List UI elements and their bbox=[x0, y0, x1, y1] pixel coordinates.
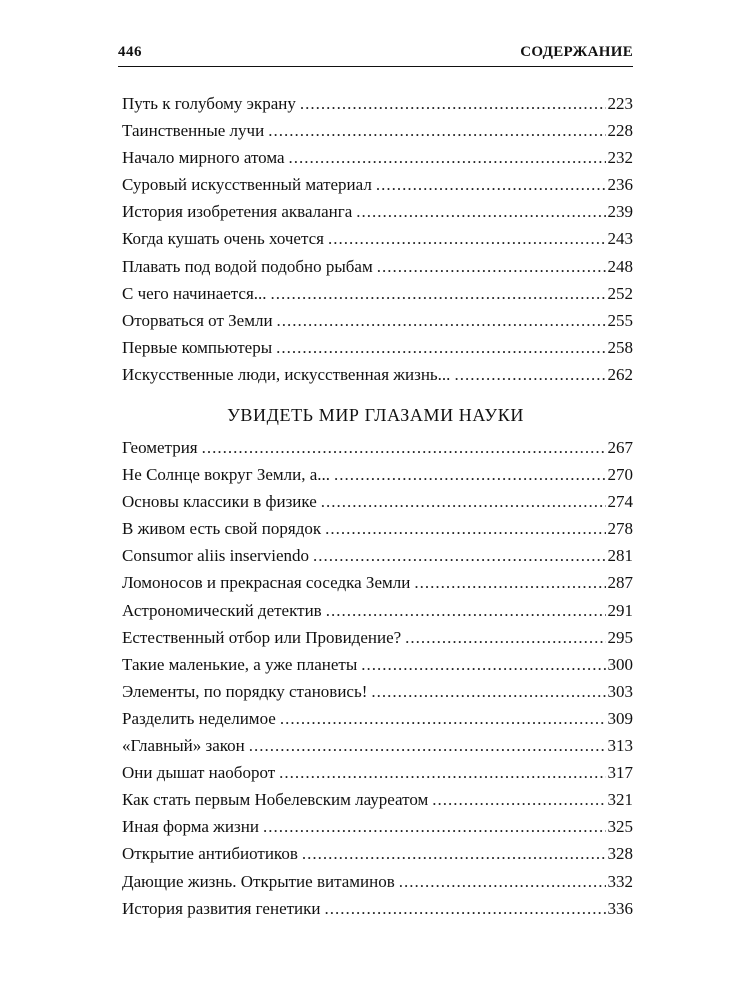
toc-entry-page: 300 bbox=[607, 654, 633, 674]
toc-entry-title: «Главный» закон bbox=[122, 736, 245, 756]
header-rule bbox=[118, 66, 633, 67]
toc-entry-page: 317 bbox=[607, 763, 633, 783]
toc-entry bbox=[122, 759, 633, 786]
toc-dot-leader bbox=[289, 144, 606, 171]
toc-dot-leader bbox=[280, 705, 606, 732]
toc-entry bbox=[122, 678, 633, 705]
toc-dot-leader bbox=[328, 225, 606, 252]
toc-entry bbox=[122, 732, 633, 759]
toc-entry-page: 232 bbox=[607, 148, 633, 168]
toc-entry bbox=[122, 117, 633, 144]
toc-entry-page: 258 bbox=[607, 337, 633, 357]
running-head: СОДЕРЖАНИЕ bbox=[520, 44, 633, 60]
toc-entry bbox=[122, 488, 633, 515]
toc-dot-leader bbox=[279, 759, 605, 786]
toc-entry bbox=[122, 144, 633, 171]
toc-entry-page: 255 bbox=[607, 310, 633, 330]
toc-entry-page: 262 bbox=[607, 364, 633, 384]
toc-entry bbox=[122, 198, 633, 225]
toc-entry-title: С чего начинается... bbox=[122, 283, 267, 303]
toc-entry-page: 287 bbox=[607, 573, 633, 593]
toc-entry-title: Открытие антибиотиков bbox=[122, 844, 298, 864]
toc-entry-page: 278 bbox=[607, 519, 633, 539]
toc-dot-leader bbox=[414, 569, 605, 596]
toc-dot-leader bbox=[313, 542, 606, 569]
toc-dot-leader bbox=[405, 624, 605, 651]
toc-entry bbox=[122, 171, 633, 198]
toc-dot-leader bbox=[325, 895, 606, 922]
toc-entry-title: Плавать под водой подобно рыбам bbox=[122, 256, 373, 276]
toc-entry-page: 313 bbox=[607, 736, 633, 756]
toc-dot-leader bbox=[361, 651, 605, 678]
toc-dot-leader bbox=[276, 334, 605, 361]
toc-entry-title: Путь к голубому экрану bbox=[122, 94, 296, 113]
toc-dot-leader bbox=[302, 840, 606, 867]
toc-entry-page: 328 bbox=[607, 844, 633, 864]
toc-dot-leader bbox=[249, 732, 606, 759]
toc-entry bbox=[122, 515, 633, 542]
toc-entry-title: Таинственные лучи bbox=[122, 121, 265, 141]
toc-dot-leader bbox=[300, 90, 606, 117]
toc-dot-leader bbox=[277, 307, 606, 334]
toc-entry-page: 223 bbox=[607, 94, 633, 113]
toc-entry-title: Ломоносов и прекрасная соседка Земли bbox=[122, 573, 411, 593]
toc-entry bbox=[122, 786, 633, 813]
toc-entry-title: Геометрия bbox=[122, 438, 198, 457]
toc-entry-page: 252 bbox=[607, 283, 633, 303]
toc-entry bbox=[122, 868, 633, 895]
toc-entry-title: Оторваться от Земли bbox=[122, 310, 273, 330]
toc-entry-title: Consumor aliis inserviendo bbox=[122, 546, 309, 566]
toc-entry-page: 309 bbox=[607, 708, 633, 728]
toc-entry bbox=[122, 624, 633, 651]
toc-dot-leader bbox=[376, 171, 606, 198]
toc-entry-page: 295 bbox=[607, 627, 633, 647]
toc-entry-page: 239 bbox=[607, 202, 633, 222]
toc-entry-page: 332 bbox=[607, 871, 633, 891]
toc-entry-page: 243 bbox=[607, 229, 633, 249]
toc-dot-leader bbox=[399, 868, 606, 895]
toc-entry bbox=[122, 705, 633, 732]
section-heading: УВИДЕТЬ МИР ГЛАЗАМИ НАУКИ bbox=[227, 405, 524, 425]
toc-entry-page: 267 bbox=[607, 438, 633, 457]
toc-list-part2 bbox=[122, 434, 633, 922]
toc-dot-leader bbox=[202, 434, 606, 461]
toc-entry-page: 248 bbox=[607, 256, 633, 276]
toc-entry-title: Иная форма жизни bbox=[122, 817, 259, 837]
toc-entry bbox=[122, 334, 633, 361]
toc-entry bbox=[122, 253, 633, 280]
toc-dot-leader bbox=[268, 117, 605, 144]
toc-entry-title: Не Солнце вокруг Земли, а... bbox=[122, 465, 331, 485]
toc-entry bbox=[122, 90, 633, 117]
toc-entry-title: Естественный отбор или Провидение? bbox=[122, 627, 402, 647]
toc-entry-page: 336 bbox=[607, 898, 633, 918]
toc-entry-title: История изобретения акваланга bbox=[122, 202, 353, 222]
toc-entry bbox=[122, 361, 633, 388]
toc-entry-page: 281 bbox=[607, 546, 633, 566]
toc-dot-leader bbox=[263, 813, 606, 840]
toc-entry-page: 291 bbox=[607, 600, 633, 620]
toc-entry-title: Такие маленькие, а уже планеты bbox=[122, 654, 358, 674]
toc-entry bbox=[122, 651, 633, 678]
toc-list-part1 bbox=[122, 90, 633, 388]
toc-entry-title: Астрономический детектив bbox=[122, 600, 322, 620]
toc-entry-page: 228 bbox=[607, 121, 633, 141]
toc-entry-title: Начало мирного атома bbox=[122, 148, 285, 168]
toc-entry bbox=[122, 434, 633, 461]
toc-entry-title: Когда кушать очень хочется bbox=[122, 229, 324, 249]
toc-dot-leader bbox=[377, 253, 606, 280]
toc-dot-leader bbox=[271, 280, 606, 307]
toc-entry-title: История развития генетики bbox=[122, 898, 321, 918]
toc-entry-page: 270 bbox=[607, 465, 633, 485]
toc-entry bbox=[122, 813, 633, 840]
toc-entry bbox=[122, 895, 633, 922]
toc-entry-title: Искусственные люди, искусственная жизнь... bbox=[122, 364, 451, 384]
toc-entry bbox=[122, 225, 633, 252]
toc-dot-leader bbox=[432, 786, 605, 813]
toc-entry-page: 325 bbox=[607, 817, 633, 837]
toc-entry bbox=[122, 307, 633, 334]
toc-entry-page: 321 bbox=[607, 790, 633, 810]
toc-dot-leader bbox=[321, 488, 606, 515]
toc-dot-leader bbox=[334, 461, 605, 488]
toc-entry-title: Основы классики в физике bbox=[122, 492, 317, 512]
toc-entry bbox=[122, 597, 633, 624]
toc-entry bbox=[122, 280, 633, 307]
toc-entry-title: Они дышат наоборот bbox=[122, 763, 276, 783]
toc-entry bbox=[122, 840, 633, 867]
toc-entry-page: 274 bbox=[607, 492, 633, 512]
toc-entry bbox=[122, 461, 633, 488]
toc-entry-page: 236 bbox=[607, 175, 633, 195]
toc-entry-title: Суровый искусственный материал bbox=[122, 175, 372, 195]
toc-entry bbox=[122, 542, 633, 569]
toc-dot-leader bbox=[454, 361, 605, 388]
toc-entry-page: 303 bbox=[607, 681, 633, 701]
toc-entry-title: В живом есть свой порядок bbox=[122, 519, 322, 539]
toc-entry bbox=[122, 569, 633, 596]
toc-entry-title: Первые компьютеры bbox=[122, 337, 273, 357]
toc-entry-title: Элементы, по порядку становись! bbox=[122, 681, 368, 701]
toc-entry-title: Разделить неделимое bbox=[122, 708, 276, 728]
page-header bbox=[118, 44, 633, 66]
toc-dot-leader bbox=[371, 678, 605, 705]
page-number: 446 bbox=[118, 44, 142, 60]
toc-entry-title: Дающие жизнь. Открытие витаминов bbox=[122, 871, 395, 891]
toc-dot-leader bbox=[325, 515, 605, 542]
toc-dot-leader bbox=[356, 198, 605, 225]
toc-dot-leader bbox=[326, 597, 606, 624]
toc-entry-title: Как стать первым Нобелевским лауреатом bbox=[122, 790, 429, 810]
